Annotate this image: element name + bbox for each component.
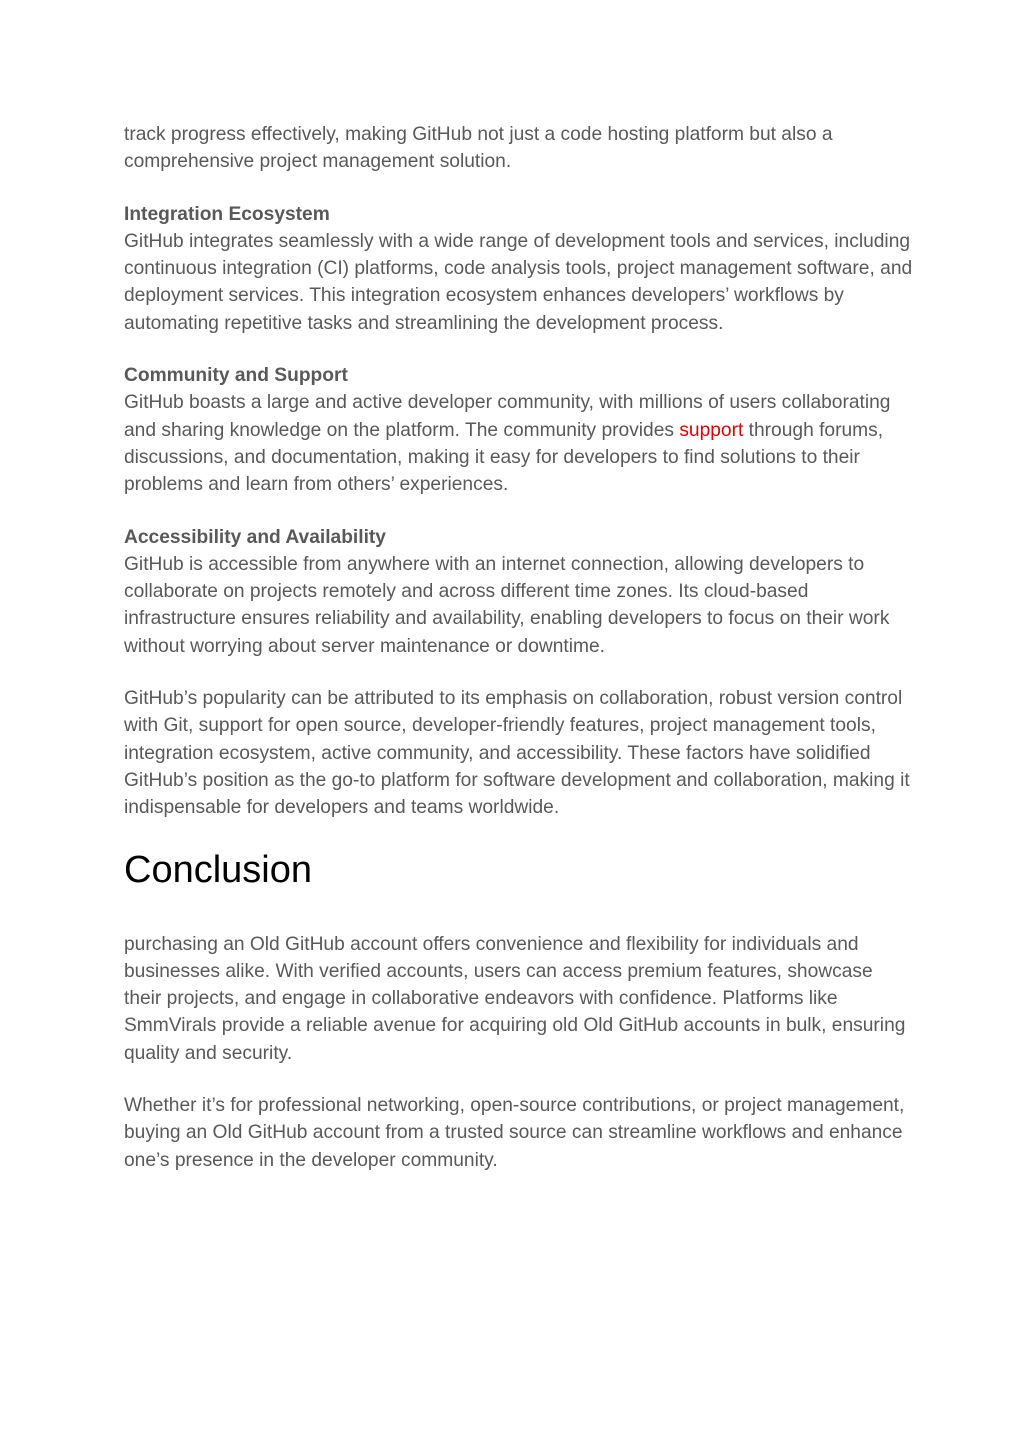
- conclusion-paragraph-2: Whether it’s for professional networking, open-source contributions, or project management, buying an Old GitHub account from a trusted source can streamline workflows and enhance one’s presence in the developer community.: [124, 1095, 905, 1171]
- community-section: [124, 362, 914, 498]
- intro-paragraph: track progress effectively, making GitHub not just a code hosting platform but also a comprehensive project management solution.: [124, 124, 833, 173]
- integration-text: GitHub integrates seamlessly with a wide range of development tools and services, including continuous integration (CI) platforms, code analysis tools, project management software, and deployment services. This integration ecosystem enhances developers’ workflows by automating repetitive tasks and streamlining the development process.: [124, 230, 913, 334]
- accessibility-section: [124, 524, 914, 660]
- integration-section: [124, 201, 914, 337]
- conclusion-heading: Conclusion: [124, 848, 312, 891]
- community-text-before: GitHub boasts a large and active developer community, with millions of users collaborating and sharing knowledge on the platform. The community provides: [124, 392, 891, 441]
- integration-heading: Integration Ecosystem: [124, 203, 330, 225]
- popularity-paragraph: GitHub’s popularity can be attributed to its emphasis on collaboration, robust version control with Git, support for open source, developer-friendly features, project management tools, integration ecosystem, active community, and accessibility. These factors have solidified GitHub’s position as the go-to platform for software development and collaboration, making it indispensable for developers and teams worldwide.: [124, 688, 910, 819]
- accessibility-text: GitHub is accessible from anywhere with an internet connection, allowing developers to collaborate on projects remotely and across different time zones. Its cloud-based infrastructure ensures reliability and availability, enabling developers to focus on their work without worrying about server maintenance or downtime.: [124, 553, 890, 657]
- accessibility-heading: Accessibility and Availability: [124, 526, 386, 548]
- conclusion-paragraph-1: purchasing an Old GitHub account offers convenience and flexibility for individuals and businesses alike. With verified accounts, users can access premium features, showcase their projects, and engage in collaborative endeavors with confidence. Platforms like SmmVirals provide a reliable avenue for acquiring old Old GitHub accounts in bulk, ensuring quality and security.: [124, 933, 906, 1064]
- community-text-after: through forums, discussions, and documentation, making it easy for developers to find solutions to their problems and learn from others’ experiences.: [124, 419, 884, 496]
- community-heading: Community and Support: [124, 365, 348, 387]
- document-page: [124, 121, 914, 1199]
- support-link[interactable]: support: [679, 419, 744, 441]
